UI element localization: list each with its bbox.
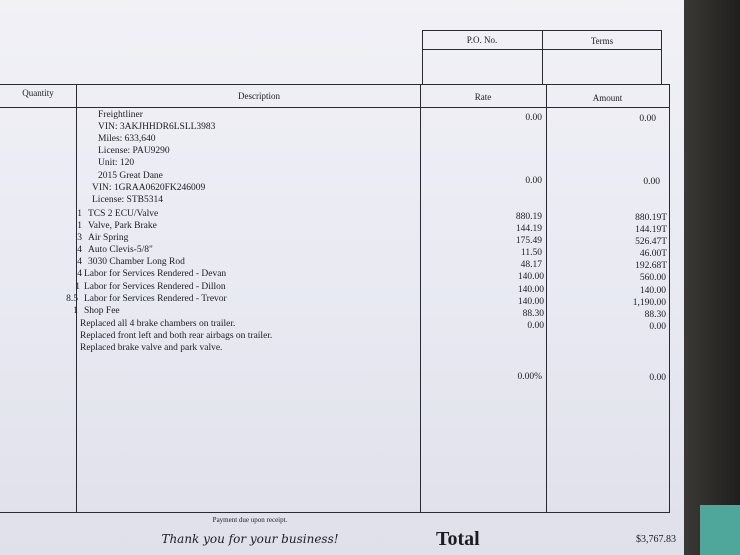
line-desc: VIN: 3AKJHHDR6LSLL3983 <box>98 122 216 132</box>
background-teal-object <box>700 505 740 555</box>
line-qty: 3 <box>77 233 82 243</box>
line-amount: 192.68T <box>635 261 667 271</box>
line-desc: Shop Fee <box>84 306 120 316</box>
line-rate: 0.00 <box>527 321 544 331</box>
rate-header: Rate <box>474 92 492 102</box>
line-amount: 526.47T <box>635 237 667 247</box>
line-desc: Labor for Services Rendered - Dillon <box>84 282 226 292</box>
line-qty: 4 <box>77 257 82 267</box>
line-qty: 8.5 <box>66 294 78 304</box>
line-amount: 0.00 <box>649 322 666 332</box>
line-desc: Auto Clevis-5/8" <box>88 245 153 255</box>
header-bottom-border <box>0 107 670 108</box>
line-desc: Replaced front left and both rear airbags on trailer. <box>80 331 273 341</box>
payment-note: Payment due upon receipt. <box>212 516 288 524</box>
table-bottom-border <box>0 512 670 513</box>
line-desc: Freightliner <box>98 110 143 120</box>
line-rate: 11.50 <box>520 248 542 258</box>
line-rate: 144.19 <box>515 224 542 234</box>
line-amount: 560.00 <box>639 273 666 283</box>
line-desc: TCS 2 ECU/Valve <box>88 209 159 219</box>
tax-rate: 0.00% <box>517 372 542 382</box>
line-qty: 1 <box>73 306 78 316</box>
line-desc: Air Spring <box>88 233 129 243</box>
line-desc: Labor for Services Rendered - Trevor <box>84 294 227 304</box>
line-qty: 4 <box>77 245 82 255</box>
line-desc: VIN: 1GRAA0620FK246009 <box>92 183 206 193</box>
col-divider-rate <box>546 84 547 512</box>
thank-you-note: Thank you for your business! <box>161 532 339 546</box>
amount-header: Amount <box>592 93 623 103</box>
po-number-label: P.O. No. <box>466 35 498 45</box>
total-label: Total <box>436 528 480 550</box>
line-qty: 1 <box>77 209 82 219</box>
line-rate: 140.00 <box>517 272 544 282</box>
line-amount: 880.19T <box>635 213 667 223</box>
line-desc: Unit: 120 <box>98 158 135 168</box>
line-desc: License: STB5314 <box>92 195 163 205</box>
line-desc: Labor for Services Rendered - Devan <box>84 269 227 279</box>
line-desc: 3030 Chamber Long Rod <box>88 257 185 267</box>
line-desc: Replaced brake valve and park valve. <box>80 343 223 353</box>
line-desc: Replaced all 4 brake chambers on trailer. <box>80 319 236 329</box>
line-rate: 0.00 <box>525 113 542 123</box>
line-amount: 140.00 <box>639 286 666 296</box>
line-rate: 48.17 <box>520 260 542 270</box>
table-top-border <box>0 84 670 85</box>
line-amount: 0.00 <box>639 114 656 124</box>
line-amount: 144.19T <box>635 225 667 235</box>
line-desc: License: PAU9290 <box>98 146 170 156</box>
line-qty: 1 <box>75 282 80 292</box>
line-amount: 0.00 <box>643 177 660 187</box>
line-rate: 88.30 <box>522 309 544 319</box>
description-header: Description <box>238 91 280 101</box>
line-amount: 1,190.00 <box>632 298 666 308</box>
terms-label: Terms <box>590 36 614 46</box>
line-desc: Valve, Park Brake <box>88 221 157 231</box>
line-rate: 0.00 <box>525 176 542 186</box>
background-edge <box>684 0 740 555</box>
line-qty: 1 <box>77 221 82 231</box>
line-amount: 88.30 <box>644 310 666 320</box>
line-desc: Miles: 633,640 <box>98 134 156 144</box>
quantity-header: Quantity <box>22 88 54 98</box>
line-amount: 46.00T <box>639 249 667 259</box>
line-rate: 140.00 <box>517 297 544 307</box>
line-rate: 175.49 <box>515 236 542 246</box>
table-right-border <box>669 84 670 512</box>
line-desc: 2015 Great Dane <box>98 171 163 181</box>
tax-amount: 0.00 <box>649 373 666 383</box>
col-divider-desc <box>420 84 421 512</box>
line-rate: 140.00 <box>517 285 544 295</box>
total-value: $3,767.83 <box>636 534 676 545</box>
line-qty: 4 <box>77 269 82 279</box>
line-rate: 880.19 <box>515 212 542 222</box>
